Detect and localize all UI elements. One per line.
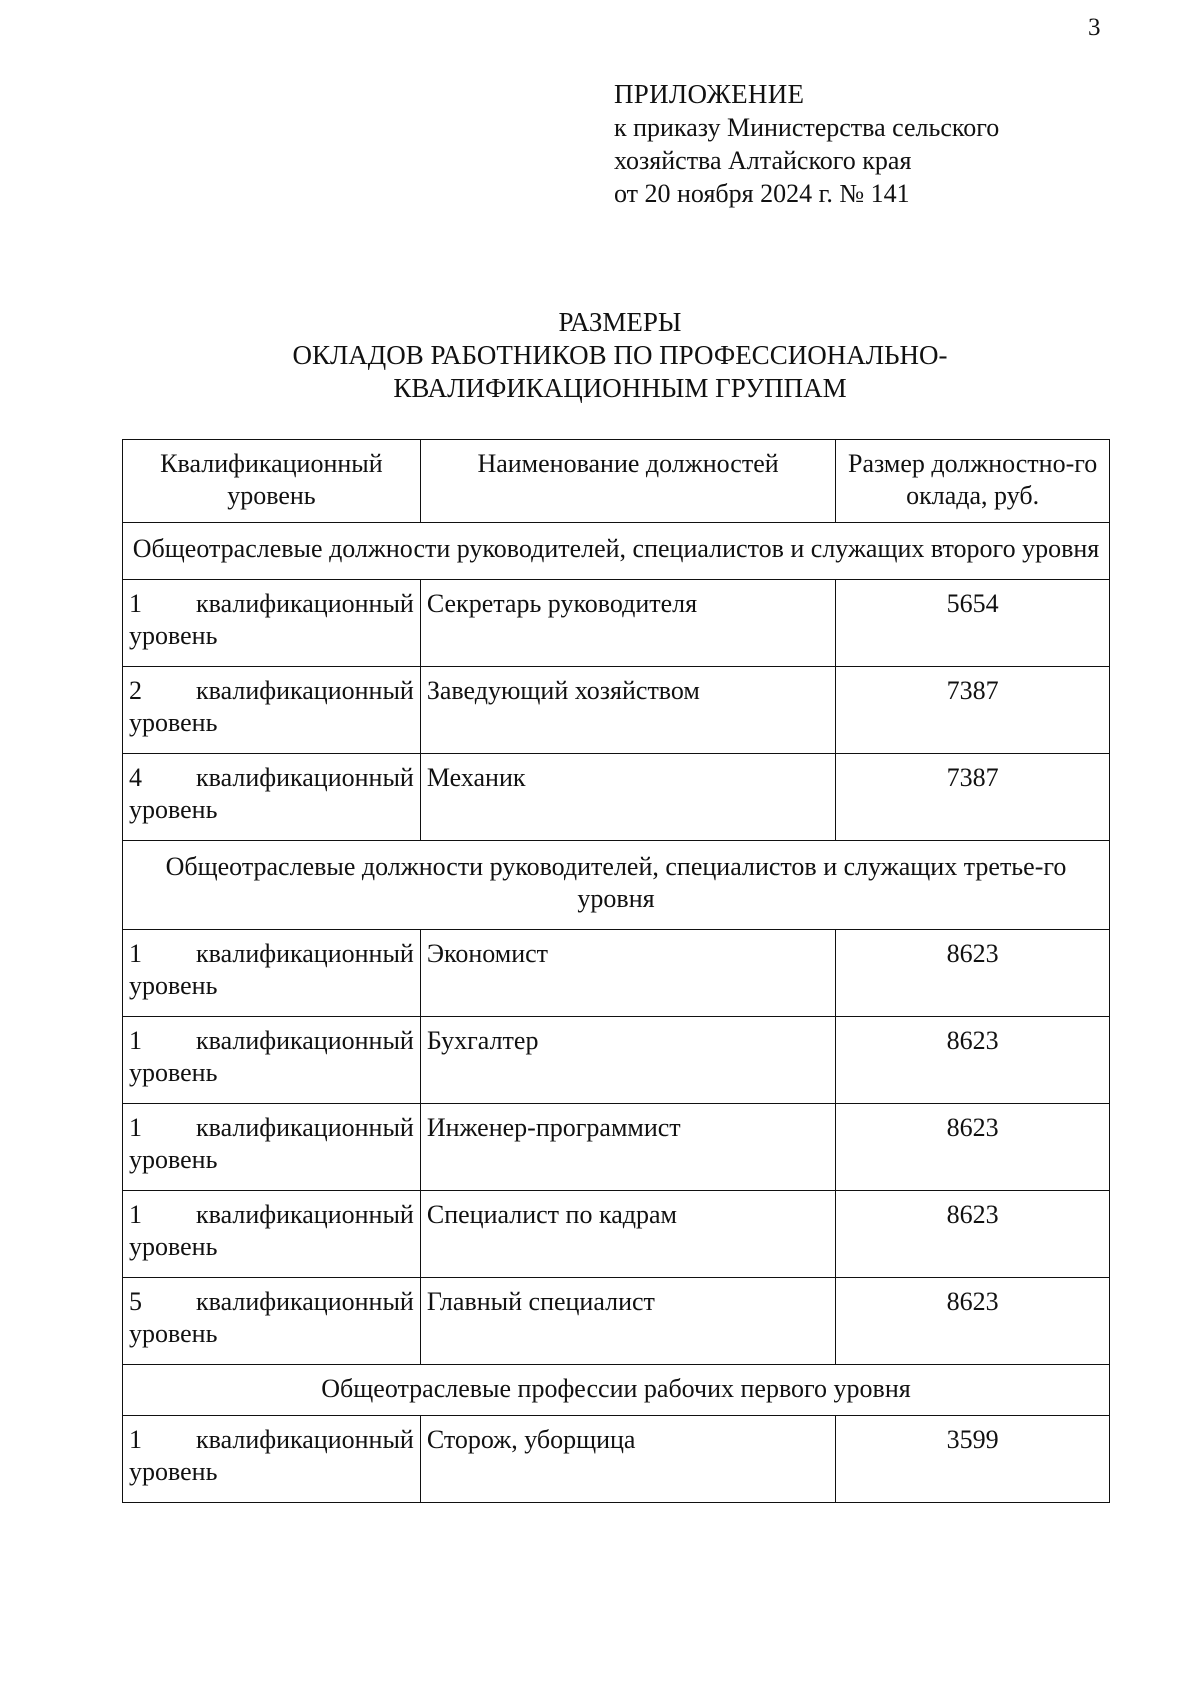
level-cell — [123, 580, 421, 667]
section-title: Общеотраслевые должности руководителей, специалистов и служащих второго уровня — [123, 523, 1110, 580]
position-name: Механик — [420, 754, 835, 841]
level-number: 4 — [129, 763, 142, 792]
position-name: Сторож, уборщица — [420, 1416, 835, 1503]
salary-value: 8623 — [836, 1191, 1110, 1278]
header-salary: Размер должностно-го оклада, руб. — [836, 440, 1110, 523]
level-suffix: уровень — [129, 1457, 218, 1486]
salary-table — [122, 439, 1110, 1503]
level-suffix: уровень — [129, 1058, 218, 1087]
level-cell — [123, 1191, 421, 1278]
section-row — [123, 1365, 1110, 1416]
level-word: квалификационный — [196, 1026, 414, 1055]
level-cell — [123, 930, 421, 1017]
level-word: квалификационный — [196, 676, 414, 705]
section-title: Общеотраслевые должности руководителей, специалистов и служащих третье-го уровня — [123, 841, 1110, 930]
level-word: квалификационный — [196, 1113, 414, 1142]
page-number: 3 — [1088, 14, 1101, 41]
level-word: квалификационный — [196, 589, 414, 618]
position-name: Секретарь руководителя — [420, 580, 835, 667]
position-name: Инженер-программист — [420, 1104, 835, 1191]
appendix-line: хозяйства Алтайского края — [614, 146, 912, 175]
salary-value: 7387 — [836, 667, 1110, 754]
level-number: 5 — [129, 1287, 142, 1316]
title-line: РАЗМЕРЫ — [558, 307, 682, 337]
level-number: 1 — [129, 939, 142, 968]
salary-value: 3599 — [836, 1416, 1110, 1503]
table-row — [123, 1017, 1110, 1104]
table-row — [123, 1191, 1110, 1278]
position-name: Экономист — [420, 930, 835, 1017]
appendix-line: от 20 ноября 2024 г. № 141 — [614, 179, 910, 208]
section-title: Общеотраслевые профессии рабочих первого уровня — [123, 1365, 1110, 1416]
level-suffix: уровень — [129, 621, 218, 650]
level-suffix: уровень — [129, 971, 218, 1000]
title-line: КВАЛИФИКАЦИОННЫМ ГРУППАМ — [393, 373, 847, 403]
level-number: 1 — [129, 1425, 142, 1454]
salary-value: 8623 — [836, 1017, 1110, 1104]
level-word: квалификационный — [196, 763, 414, 792]
table-row — [123, 1278, 1110, 1365]
level-suffix: уровень — [129, 795, 218, 824]
table-row — [123, 930, 1110, 1017]
level-cell — [123, 667, 421, 754]
table-body — [123, 523, 1110, 1503]
salary-value: 8623 — [836, 1278, 1110, 1365]
level-number: 1 — [129, 1200, 142, 1229]
position-name: Главный специалист — [420, 1278, 835, 1365]
salary-value: 8623 — [836, 1104, 1110, 1191]
position-name: Бухгалтер — [420, 1017, 835, 1104]
salary-value: 7387 — [836, 754, 1110, 841]
level-number: 1 — [129, 1026, 142, 1055]
level-cell — [123, 1278, 421, 1365]
level-number: 2 — [129, 676, 142, 705]
appendix-block — [614, 78, 999, 210]
level-cell — [123, 1104, 421, 1191]
appendix-heading: ПРИЛОЖЕНИЕ — [614, 79, 805, 109]
level-number: 1 — [129, 589, 142, 618]
level-suffix: уровень — [129, 1145, 218, 1174]
level-number: 1 — [129, 1113, 142, 1142]
position-name: Специалист по кадрам — [420, 1191, 835, 1278]
header-name: Наименование должностей — [420, 440, 835, 523]
table-row — [123, 1104, 1110, 1191]
level-suffix: уровень — [129, 1319, 218, 1348]
level-cell — [123, 1017, 421, 1104]
document-title — [0, 306, 1200, 405]
level-suffix: уровень — [129, 708, 218, 737]
level-cell — [123, 754, 421, 841]
salary-value: 8623 — [836, 930, 1110, 1017]
level-cell — [123, 1416, 421, 1503]
table-row — [123, 580, 1110, 667]
section-row — [123, 841, 1110, 930]
level-word: квалификационный — [196, 1200, 414, 1229]
level-word: квалификационный — [196, 1287, 414, 1316]
section-row — [123, 523, 1110, 580]
table-row — [123, 754, 1110, 841]
salary-value: 5654 — [836, 580, 1110, 667]
header-level: Квалификационный уровень — [123, 440, 421, 523]
title-line: ОКЛАДОВ РАБОТНИКОВ ПО ПРОФЕССИОНАЛЬНО- — [292, 340, 948, 370]
level-suffix: уровень — [129, 1232, 218, 1261]
appendix-line: к приказу Министерства сельского — [614, 113, 1000, 142]
table-header-row — [123, 440, 1110, 523]
position-name: Заведующий хозяйством — [420, 667, 835, 754]
level-word: квалификационный — [196, 1425, 414, 1454]
level-word: квалификационный — [196, 939, 414, 968]
table-row — [123, 667, 1110, 754]
table-row — [123, 1416, 1110, 1503]
